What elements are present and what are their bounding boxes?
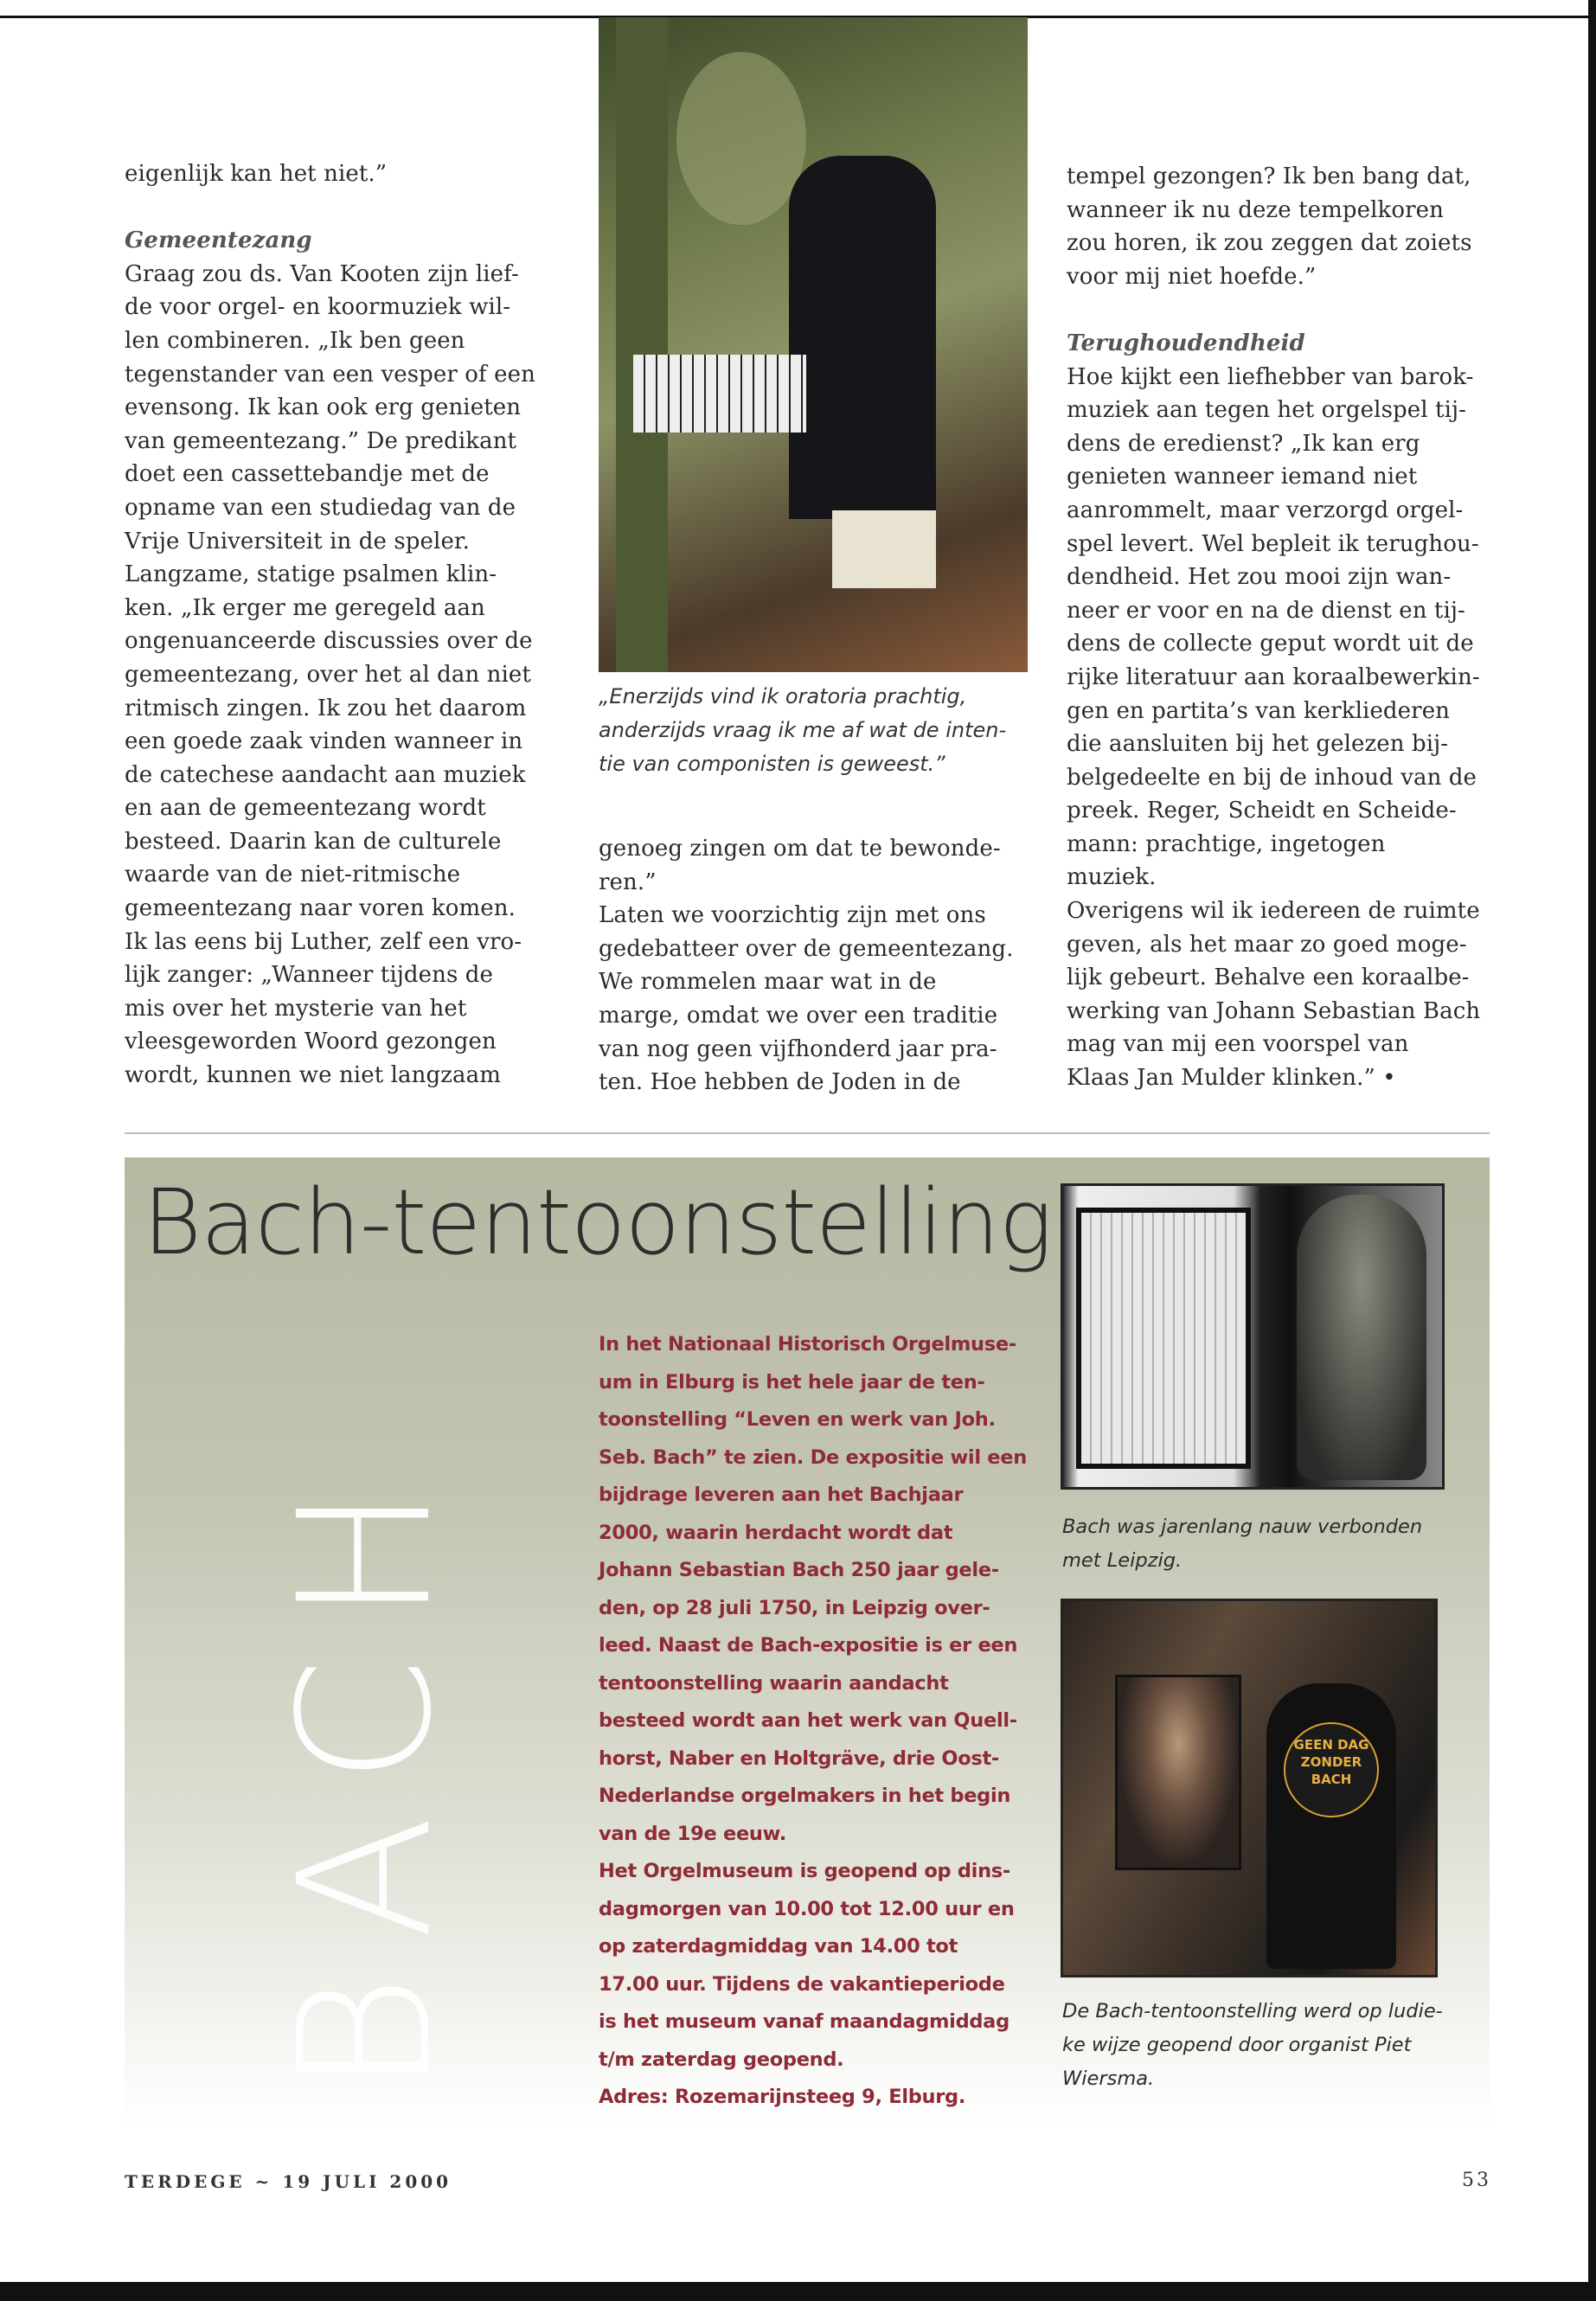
text-line: Graag zou ds. Van Kooten zijn lief- — [125, 260, 519, 287]
text-line: Overigens wil ik iedereen de ruimte — [1067, 898, 1480, 925]
page-number: 53 — [1462, 2170, 1491, 2191]
text-line: tie van componisten is geweest.” — [599, 752, 945, 776]
text-line: In het Nationaal Historisch Orgelmuse- — [599, 1333, 1016, 1356]
shirt-line: GEEN DAG — [1293, 1737, 1369, 1753]
text-line: „Enerzijds vind ik oratoria prachtig, — [599, 684, 967, 708]
text-line: den, op 28 juli 1750, in Leipzig over- — [599, 1596, 990, 1619]
text-line: dens de collecte geput wordt uit de — [1067, 631, 1474, 657]
text-line: mann: prachtige, ingetogen — [1067, 830, 1386, 857]
text-line: Vrije Universiteit in de speler. — [125, 528, 470, 554]
text-line: geven, als het maar zo goed moge- — [1067, 931, 1467, 958]
text-line: mis over het mysterie van het — [125, 995, 467, 1022]
bach-vertical-word: BACH — [260, 1451, 471, 2093]
text-line: besteed wordt aan het werk van Quell- — [599, 1709, 1017, 1732]
shirt-lettering — [1284, 1722, 1379, 1817]
text-line: op zaterdagmiddag van 14.00 tot — [599, 1935, 958, 1958]
text-line: Het Orgelmuseum is geopend op dins- — [599, 1860, 1010, 1882]
text-line: horst, Naber en Holtgräve, drie Oost- — [599, 1747, 999, 1770]
text-line: dagmorgen van 10.00 tot 12.00 uur en — [599, 1897, 1015, 1920]
text-line: De Bach-tentoonstelling werd op ludie- — [1062, 2000, 1443, 2022]
section-divider — [125, 1132, 1490, 1134]
text-line: genoeg zingen om dat te bewonde- — [599, 836, 1001, 862]
text-line: doet een cassettebandje met de — [125, 461, 490, 488]
text-line: gedebatteer over de gemeentezang. — [599, 935, 1014, 962]
photo-caption-opening — [1062, 1995, 1443, 2096]
text-line: opname van een studiedag van de — [125, 494, 516, 521]
text-line: met Leipzig. — [1062, 1549, 1183, 1572]
photo-caption-leipzig — [1062, 1510, 1422, 1578]
text-line: dendheid. Het zou mooi zijn wan- — [1067, 564, 1452, 591]
text-line: Seb. Bach” te zien. De expositie wil een — [599, 1445, 1027, 1469]
text-line: t/m zaterdag geopend. — [599, 2048, 844, 2071]
text-line: tegenstander van een vesper of een — [125, 361, 535, 388]
text-line: gemeentezang naar voren komen. — [125, 895, 516, 922]
text-line: Langzame, statige psalmen klin- — [125, 561, 497, 588]
text-line: wordt, kunnen we niet langzaam — [125, 1062, 501, 1089]
text-line: belgedeelte en bij de inhoud van de — [1067, 764, 1477, 791]
text-line: werking van Johann Sebastian Bach — [1067, 997, 1481, 1024]
text-line: aanrommelt, maar verzorgd orgel- — [1067, 497, 1464, 523]
text-line: wanneer ik nu deze tempelkoren — [1067, 196, 1444, 223]
text-line: waarde van de niet-ritmische — [125, 862, 461, 888]
text-line: ken. „Ik erger me geregeld aan — [125, 594, 485, 621]
text-line: zou horen, ik zou zeggen dat zoiets — [1067, 230, 1472, 257]
text-line: lijk zanger: „Wanneer tijdens de — [125, 962, 494, 989]
scan-edge-top — [0, 0, 1596, 18]
text-line: Adres: Rozemarijnsteeg 9, Elburg. — [599, 2086, 966, 2108]
exhibition-text — [599, 1326, 1031, 2117]
article-column-2 — [599, 832, 1022, 1099]
text-line: We rommelen maar wat in de — [599, 969, 937, 996]
article-column-1 — [125, 157, 557, 1093]
text-line: ritmisch zingen. Ik zou het daarom — [125, 695, 527, 721]
text-line: en aan de gemeentezang wordt — [125, 795, 486, 822]
text-line: ren.” — [599, 868, 657, 895]
text-line: marge, omdat we over een traditie — [599, 1002, 998, 1029]
text-line: Bach was jarenlang nauw verbonden — [1062, 1516, 1423, 1538]
shirt-line: ZONDER — [1300, 1754, 1362, 1770]
text-line: 17.00 uur. Tijdens de vakantieperiode — [599, 1972, 1005, 1996]
text-line: die aansluiten bij het gelezen bij- — [1067, 731, 1449, 758]
organist-photo — [599, 17, 1028, 672]
text-line: tempel gezongen? Ik ben bang dat, — [1067, 163, 1471, 189]
text-line: muziek. — [1067, 864, 1157, 891]
photo-quote — [599, 680, 1022, 781]
shirt-line: BACH — [1311, 1772, 1352, 1787]
text-line: Johann Sebastian Bach 250 jaar gele- — [599, 1559, 999, 1581]
text-line: evensong. Ik kan ook erg genieten — [125, 394, 522, 421]
text-line: dens de eredienst? „Ik kan erg — [1067, 430, 1420, 457]
subheading: Terughoudendheid — [1067, 330, 1305, 356]
scan-edge-right — [1588, 0, 1596, 2301]
text-line: van nog geen vijfhonderd jaar pra- — [599, 1035, 997, 1062]
subheading: Gemeentezang — [125, 228, 312, 254]
text-line: leed. Naast de Bach-expositie is er een — [599, 1634, 1018, 1657]
text-line: um in Elburg is het hele jaar de ten- — [599, 1370, 985, 1394]
text-line: Laten we voorzichtig zijn met ons — [599, 902, 986, 929]
text-line: is het museum vanaf maandagmiddag — [599, 2010, 1010, 2033]
text-line: besteed. Daarin kan de culturele — [125, 828, 502, 855]
text-line: eigenlijk kan het niet.” — [125, 161, 388, 187]
text-line: vleesgeworden Woord gezongen — [125, 1029, 497, 1055]
text-line: mag van mij een voorspel van — [1067, 1031, 1409, 1058]
article-column-3 — [1067, 160, 1499, 1095]
text-line: van de 19e eeuw. — [599, 1822, 786, 1845]
scan-edge-bottom — [0, 2282, 1596, 2301]
text-line: ten. Hoe hebben de Joden in de — [599, 1069, 961, 1096]
exhibition-opening-photo — [1061, 1599, 1438, 1977]
text-line: neer er voor en na de dienst en tij- — [1067, 597, 1465, 624]
text-line: een goede zaak vinden wanneer in — [125, 728, 523, 755]
paragraph-gap — [1067, 293, 1499, 327]
text-line: Wiersma. — [1062, 2067, 1155, 2090]
text-line: muziek aan tegen het orgelspel tij- — [1067, 397, 1467, 424]
text-line: van gemeentezang.” De predikant — [125, 427, 517, 454]
text-line: ongenuanceerde discussies over de — [125, 628, 533, 655]
text-line: gen en partita’s van kerkliederen — [1067, 697, 1451, 724]
text-line: gemeentezang, over het al dan niet — [125, 661, 531, 688]
text-line: toonstelling “Leven en werk van Joh. — [599, 1408, 996, 1431]
text-line: de voor orgel- en koormuziek wil- — [125, 294, 511, 321]
text-line: 2000, waarin herdacht wordt dat — [599, 1521, 953, 1544]
text-line: spel levert. Wel bepleit ik terughou- — [1067, 530, 1479, 557]
text-line: preek. Reger, Scheidt en Scheide- — [1067, 798, 1457, 824]
text-line: de catechese aandacht aan muziek — [125, 761, 526, 788]
leipzig-exhibit-photo — [1061, 1183, 1445, 1490]
text-line: voor mij niet hoefde.” — [1067, 263, 1317, 290]
text-line: Nederlandse orgelmakers in het begin — [599, 1785, 1011, 1807]
text-line: len combineren. „Ik ben geen — [125, 327, 465, 354]
text-line: anderzijds vraag ik me af wat de inten- — [599, 718, 1007, 742]
text-line: genieten wanneer iemand niet — [1067, 464, 1418, 490]
text-line: bijdrage leveren aan het Bachjaar — [599, 1484, 964, 1506]
publication-footer: TERDEGE ~ 19 JULI 2000 — [125, 2171, 452, 2192]
text-line: tentoonstelling waarin aandacht — [599, 1671, 949, 1695]
exhibition-title: Bach-tentoonstelling — [143, 1170, 1053, 1275]
text-line: ke wijze geopend door organist Piet — [1062, 2034, 1412, 2056]
text-line: lijk gebeurt. Behalve een koraalbe- — [1067, 965, 1470, 991]
text-line: rijke literatuur aan koraalbewerkin- — [1067, 663, 1480, 690]
text-line: Ik las eens bij Luther, zelf een vro- — [125, 928, 522, 955]
paragraph-gap — [125, 191, 557, 225]
text-line: Klaas Jan Mulder klinken.” • — [1067, 1065, 1396, 1092]
text-line: Hoe kijkt een liefhebber van barok- — [1067, 363, 1474, 390]
